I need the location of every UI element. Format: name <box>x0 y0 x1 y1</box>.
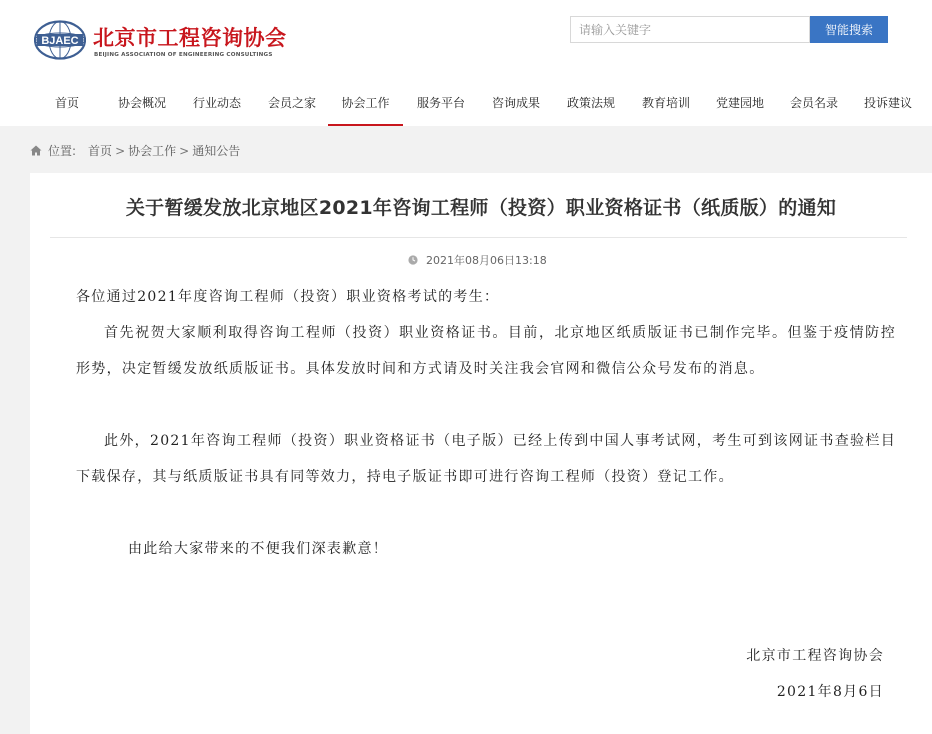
breadcrumb-home-link[interactable]: 首页 <box>88 144 113 158</box>
nav-item-policies[interactable]: 政策法规 <box>566 96 615 110</box>
article-panel <box>30 173 932 734</box>
article-paragraph: 此外，2021年咨询工程师（投资）职业资格证书（电子版）已经上传到中国人事考试网，考生可到该网证书查验栏目下载保存，其与纸质版证书具有同等效力，持电子版证书即可进行咨询工程师（投资）登记工作。 <box>76 433 896 485</box>
breadcrumb-prefix: 位置: <box>48 144 77 158</box>
breadcrumb-separator: > <box>179 143 190 158</box>
nav-item-party-building[interactable]: 党建园地 <box>715 96 764 110</box>
site-name: 北京市工程咨询协会 <box>93 26 287 50</box>
article-salutation: 各位通过2021年度咨询工程师（投资）职业资格考试的考生： <box>76 289 500 305</box>
nav-item-association-work[interactable]: 协会工作 <box>328 84 403 126</box>
breadcrumb-separator: > <box>115 143 126 158</box>
title-divider <box>50 237 907 238</box>
breadcrumb <box>30 142 240 159</box>
site-header <box>0 0 932 126</box>
bjaec-logo-icon[interactable] <box>34 20 86 60</box>
main-nav <box>0 84 932 126</box>
nav-item-consulting-results[interactable]: 咨询成果 <box>491 96 540 110</box>
breadcrumb-section-link[interactable]: 协会工作 <box>128 144 177 158</box>
nav-item-member-directory[interactable]: 会员名录 <box>789 96 838 110</box>
nav-item-home[interactable]: 首页 <box>54 96 79 110</box>
breadcrumb-current-link[interactable]: 通知公告 <box>192 144 241 158</box>
article-meta <box>408 252 547 268</box>
nav-item-industry-news[interactable]: 行业动态 <box>192 96 241 110</box>
clock-icon <box>408 255 418 265</box>
article-signature: 北京市工程咨询协会 <box>746 648 884 664</box>
nav-item-training[interactable]: 教育培训 <box>641 96 690 110</box>
article-apology: 由此给大家带来的不便我们深表歉意！ <box>128 541 389 557</box>
site-name-en: BEIJING ASSOCIATION OF ENGINEERING CONSULTINGS <box>94 52 273 58</box>
svg-text:BJAEC: BJAEC <box>41 35 79 47</box>
article-sign-date: 2021年8月6日 <box>776 684 884 700</box>
nav-item-complaints[interactable]: 投诉建议 <box>863 96 912 110</box>
article-date: 2021年08月06日13:18 <box>426 254 547 267</box>
article-paragraph: 首先祝贺大家顺利取得咨询工程师（投资）职业资格证书。目前，北京地区纸质版证书已制作完毕。但鉴于疫情防控形势，决定暂缓发放纸质版证书。具体发放时间和方式请及时关注我会官网和微信公众号发布的消息。 <box>76 325 896 377</box>
nav-item-about[interactable]: 协会概况 <box>117 96 166 110</box>
search-input[interactable] <box>570 16 810 43</box>
home-icon <box>30 145 42 156</box>
search-button[interactable]: 智能搜索 <box>810 16 888 43</box>
nav-item-service-platform[interactable]: 服务平台 <box>416 96 465 110</box>
article-title: 关于暂缓发放北京地区2021年咨询工程师（投资）职业资格证书（纸质版）的通知 <box>125 197 837 219</box>
nav-item-members-home[interactable]: 会员之家 <box>267 96 316 110</box>
